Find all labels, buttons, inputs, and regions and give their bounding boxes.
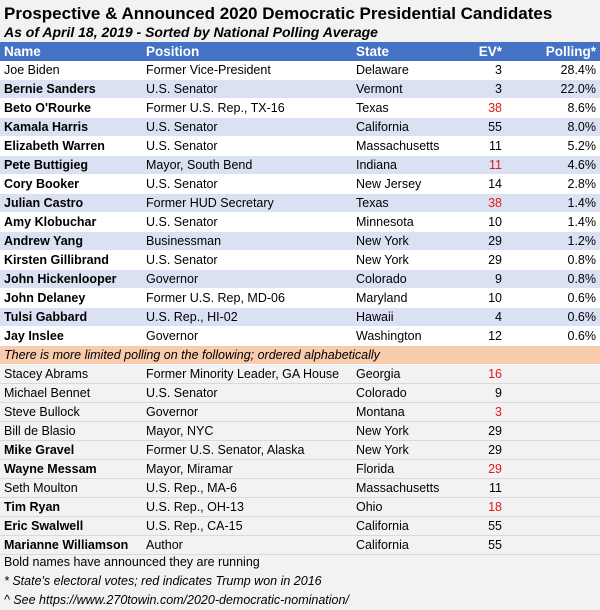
candidate-ev: 18 <box>457 498 506 517</box>
candidate-polling <box>506 517 600 536</box>
table-row <box>0 289 600 308</box>
table-row <box>0 384 600 403</box>
candidate-position: U.S. Senator <box>142 118 352 137</box>
table-row <box>0 327 600 346</box>
table-row <box>0 536 600 555</box>
candidate-ev: 29 <box>457 422 506 441</box>
candidate-position: Former Minority Leader, GA House <box>142 365 352 384</box>
candidate-name: John Delaney <box>0 289 142 308</box>
candidate-ev: 11 <box>457 479 506 498</box>
candidate-ev: 9 <box>457 384 506 403</box>
candidate-state: Vermont <box>352 80 457 99</box>
candidate-state: Indiana <box>352 156 457 175</box>
candidate-name: Seth Moulton <box>0 479 142 498</box>
candidate-polling <box>506 384 600 403</box>
candidate-ev: 38 <box>457 99 506 118</box>
candidate-position: Former Vice-President <box>142 61 352 80</box>
table-row <box>0 118 600 137</box>
candidate-ev: 3 <box>457 403 506 422</box>
table-row <box>0 61 600 80</box>
table-row <box>0 403 600 422</box>
candidate-ev: 3 <box>457 61 506 80</box>
candidate-name: Joe Biden <box>0 61 142 80</box>
candidate-state: Florida <box>352 460 457 479</box>
page-subtitle: As of April 18, 2019 - Sorted by National Polling Average <box>4 24 378 40</box>
header-row <box>0 42 600 61</box>
table-row <box>0 479 600 498</box>
table-row <box>0 365 600 384</box>
candidate-state: Colorado <box>352 384 457 403</box>
candidate-name: Cory Booker <box>0 175 142 194</box>
candidate-state: Massachusetts <box>352 137 457 156</box>
table-row <box>0 137 600 156</box>
table-row <box>0 441 600 460</box>
candidate-ev: 29 <box>457 441 506 460</box>
candidate-polling <box>506 536 600 555</box>
candidate-state: California <box>352 536 457 555</box>
table-row <box>0 498 600 517</box>
candidate-name: Steve Bullock <box>0 403 142 422</box>
candidate-state: Delaware <box>352 61 457 80</box>
candidate-ev: 3 <box>457 80 506 99</box>
candidate-polling: 1.4% <box>506 194 600 213</box>
candidate-name: Wayne Messam <box>0 460 142 479</box>
candidate-ev: 4 <box>457 308 506 327</box>
candidate-position: U.S. Rep., OH-13 <box>142 498 352 517</box>
candidate-polling <box>506 403 600 422</box>
candidate-state: California <box>352 517 457 536</box>
candidate-state: Massachusetts <box>352 479 457 498</box>
candidate-ev: 11 <box>457 156 506 175</box>
candidate-name: Michael Bennet <box>0 384 142 403</box>
limited-polling-banner-row <box>0 346 600 365</box>
table-row <box>0 194 600 213</box>
table-row <box>0 232 600 251</box>
candidate-state: Georgia <box>352 365 457 384</box>
candidate-position: Author <box>142 536 352 555</box>
candidate-polling: 8.0% <box>506 118 600 137</box>
candidate-state: Montana <box>352 403 457 422</box>
candidate-position: Former U.S. Senator, Alaska <box>142 441 352 460</box>
candidate-polling: 22.0% <box>506 80 600 99</box>
candidate-position: U.S. Senator <box>142 137 352 156</box>
candidate-state: California <box>352 118 457 137</box>
candidate-polling <box>506 460 600 479</box>
header-position: Position <box>142 42 352 61</box>
candidate-position: U.S. Rep., MA-6 <box>142 479 352 498</box>
candidate-state: New York <box>352 422 457 441</box>
candidate-position: U.S. Rep., CA-15 <box>142 517 352 536</box>
footnote-bold: Bold names have announced they are running <box>4 555 260 569</box>
candidate-ev: 29 <box>457 460 506 479</box>
candidate-polling <box>506 441 600 460</box>
candidate-name: Bill de Blasio <box>0 422 142 441</box>
candidate-name: Kirsten Gillibrand <box>0 251 142 270</box>
candidate-polling <box>506 365 600 384</box>
candidate-ev: 29 <box>457 232 506 251</box>
candidate-ev: 55 <box>457 536 506 555</box>
candidate-state: Washington <box>352 327 457 346</box>
candidate-polling <box>506 479 600 498</box>
candidate-position: Governor <box>142 403 352 422</box>
table-row <box>0 213 600 232</box>
candidate-ev: 12 <box>457 327 506 346</box>
header-ev: EV* <box>457 42 506 61</box>
candidate-name: Beto O'Rourke <box>0 99 142 118</box>
table-row <box>0 99 600 118</box>
candidate-position: Mayor, NYC <box>142 422 352 441</box>
header-state: State <box>352 42 457 61</box>
candidate-name: Jay Inslee <box>0 327 142 346</box>
table-row <box>0 251 600 270</box>
header-name: Name <box>0 42 142 61</box>
candidate-name: Elizabeth Warren <box>0 137 142 156</box>
candidate-position: U.S. Rep., HI-02 <box>142 308 352 327</box>
candidate-position: Mayor, Miramar <box>142 460 352 479</box>
candidate-name: Pete Buttigieg <box>0 156 142 175</box>
candidate-polling: 0.8% <box>506 251 600 270</box>
candidate-state: Minnesota <box>352 213 457 232</box>
candidate-polling: 2.8% <box>506 175 600 194</box>
candidate-ev: 29 <box>457 251 506 270</box>
candidate-ev: 10 <box>457 213 506 232</box>
candidate-polling: 0.6% <box>506 289 600 308</box>
candidate-state: Texas <box>352 194 457 213</box>
candidate-position: U.S. Senator <box>142 213 352 232</box>
candidate-ev: 9 <box>457 270 506 289</box>
candidate-ev: 55 <box>457 517 506 536</box>
table-row <box>0 175 600 194</box>
candidate-name: Stacey Abrams <box>0 365 142 384</box>
candidate-state: Maryland <box>352 289 457 308</box>
candidate-name: Bernie Sanders <box>0 80 142 99</box>
candidate-polling: 0.8% <box>506 270 600 289</box>
candidate-name: John Hickenlooper <box>0 270 142 289</box>
candidate-position: Former U.S. Rep., TX-16 <box>142 99 352 118</box>
candidate-position: Businessman <box>142 232 352 251</box>
candidate-position: U.S. Senator <box>142 175 352 194</box>
candidate-position: Former U.S. Rep, MD-06 <box>142 289 352 308</box>
candidate-state: New Jersey <box>352 175 457 194</box>
candidate-ev: 16 <box>457 365 506 384</box>
candidate-ev: 11 <box>457 137 506 156</box>
candidate-name: Amy Klobuchar <box>0 213 142 232</box>
table-row <box>0 460 600 479</box>
candidate-polling: 28.4% <box>506 61 600 80</box>
candidate-polling: 0.6% <box>506 327 600 346</box>
candidate-ev: 38 <box>457 194 506 213</box>
candidate-name: Tim Ryan <box>0 498 142 517</box>
candidate-polling: 0.6% <box>506 308 600 327</box>
candidate-position: U.S. Senator <box>142 384 352 403</box>
candidates-table <box>0 42 600 555</box>
table-row <box>0 270 600 289</box>
candidate-name: Marianne Williamson <box>0 536 142 555</box>
header-polling: Polling* <box>506 42 600 61</box>
candidate-name: Andrew Yang <box>0 232 142 251</box>
candidate-polling <box>506 422 600 441</box>
page-title: Prospective & Announced 2020 Democratic Presidential Candidates <box>4 4 553 23</box>
candidate-polling <box>506 498 600 517</box>
candidate-ev: 14 <box>457 175 506 194</box>
candidate-name: Kamala Harris <box>0 118 142 137</box>
candidate-state: New York <box>352 251 457 270</box>
candidate-state: Hawaii <box>352 308 457 327</box>
candidate-ev: 55 <box>457 118 506 137</box>
candidate-state: Colorado <box>352 270 457 289</box>
candidate-polling: 1.2% <box>506 232 600 251</box>
candidate-position: U.S. Senator <box>142 251 352 270</box>
candidate-polling: 8.6% <box>506 99 600 118</box>
table-row <box>0 308 600 327</box>
candidate-polling: 4.6% <box>506 156 600 175</box>
candidate-polling: 1.4% <box>506 213 600 232</box>
candidate-position: Governor <box>142 327 352 346</box>
table-row <box>0 422 600 441</box>
candidate-position: Governor <box>142 270 352 289</box>
table-row <box>0 156 600 175</box>
candidate-name: Mike Gravel <box>0 441 142 460</box>
table-row <box>0 517 600 536</box>
candidate-state: New York <box>352 232 457 251</box>
candidate-name: Tulsi Gabbard <box>0 308 142 327</box>
candidate-ev: 10 <box>457 289 506 308</box>
candidate-position: U.S. Senator <box>142 80 352 99</box>
footnote-ev: * State's electoral votes; red indicates Trump won in 2016 <box>4 574 322 588</box>
candidate-state: New York <box>352 441 457 460</box>
table-row <box>0 80 600 99</box>
candidate-state: Texas <box>352 99 457 118</box>
candidate-position: Former HUD Secretary <box>142 194 352 213</box>
footnote-source: ^ See https://www.270towin.com/2020-democratic-nomination/ <box>4 593 349 607</box>
candidate-name: Eric Swalwell <box>0 517 142 536</box>
candidate-position: Mayor, South Bend <box>142 156 352 175</box>
candidate-name: Julian Castro <box>0 194 142 213</box>
limited-polling-banner: There is more limited polling on the following; ordered alphabetically <box>0 346 600 365</box>
candidate-state: Ohio <box>352 498 457 517</box>
candidate-polling: 5.2% <box>506 137 600 156</box>
